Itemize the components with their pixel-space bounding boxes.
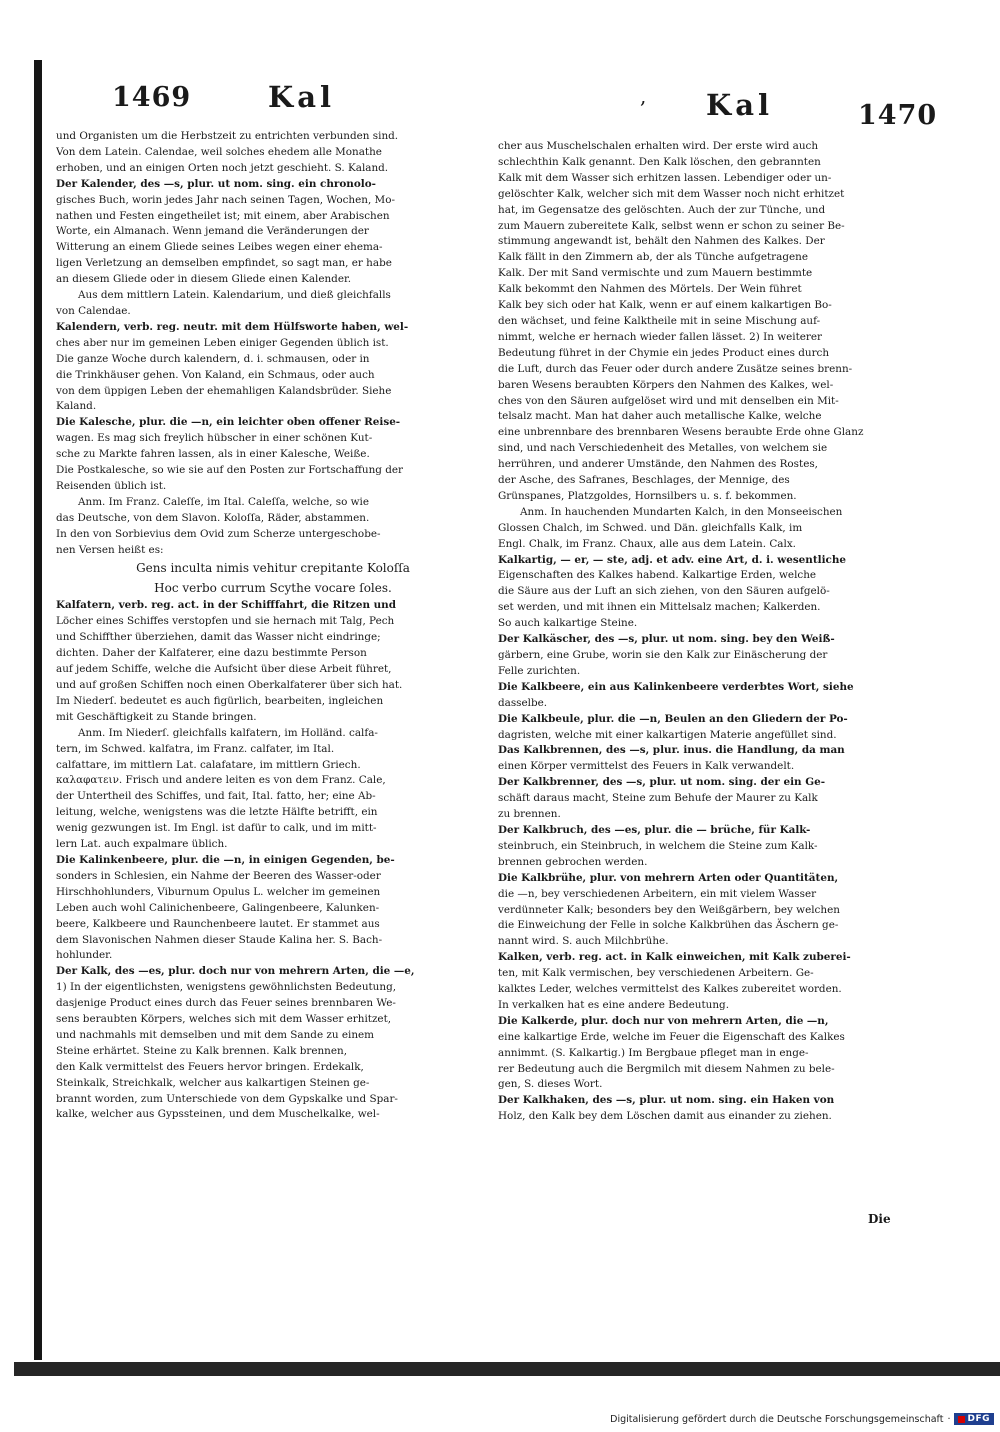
text-line: Im Niederſ. bedeutet es auch figürlich, bearbeiten, ingleichen [56,694,384,707]
text-line: ches von den Säuren aufgelöset wird und mit denselben ein Mit- [498,394,839,407]
text-line: Steine erhärtet. Steine zu Kalk brennen. Kalk brennen, [56,1044,348,1057]
text-line: einen Körper vermittelst des Feuers in Kalk verwandelt. [498,760,795,773]
text-line: Hirschhohlunders, Viburnum Opulus L. welcher im gemeinen [56,885,381,898]
text-line: set werden, und mit ihnen ein Mittelsalz machen; Kalkerden. [498,601,821,614]
verse-line: Hoc verbo currum Scythe vocare ſoles. [154,581,392,596]
text-line: gen, S. dieses Wort. [498,1078,603,1091]
text-line: Glossen Chalch, im Schwed. und Dän. gleichfalls Kalk, im [498,521,803,534]
text-line: annimmt. (S. Kalkartig.) Im Bergbaue pfleget man in enge- [498,1046,809,1059]
text-line: sind, und nach Verschiedenheit des Metalles, von welchem sie [498,442,828,455]
footer-credit: Digitalisierung gefördert durch die Deutsche Forschungsgemeinschaft · DFG [610,1410,994,1428]
text-line: erhoben, und an einigen Orten noch jetzt geschieht. S. Kaland. [56,161,389,174]
entry-headline: Der Kalkäscher, des —s, plur. ut nom. sing. bey den Weiß- [498,633,835,646]
text-line: eine kalkartige Erde, welche im Feuer die Eigenschaft des Kalkes [498,1030,845,1043]
text-line: wagen. Es mag sich freylich hübscher in einer schönen Kut- [56,432,373,445]
text-line: Kalk fällt in den Zimmern ab, der als Tünche aufgetragene [498,251,808,264]
entry-headline: Das Kalkbrennen, des —s, plur. inus. die Handlung, da man [498,744,845,757]
text-line: dichten. Daher der Kalfaterer, eine dazu bestimmte Person [56,647,367,660]
running-head-left: Kal [268,80,336,114]
text-line: Worte, ein Almanach. Wenn jemand die Veränderungen der [56,225,369,238]
text-line: zu brennen. [498,808,561,821]
text-line: schlechthin Kalk genannt. Den Kalk löschen, den gebrannten [498,155,821,168]
text-line: kalke, welcher aus Gypssteinen, und dem Muschelkalke, wel- [56,1108,380,1121]
page-binding-shadow [34,60,42,1360]
text-line: Leben auch wohl Calinichenbeere, Galingenbeere, Kalunken- [56,901,380,914]
text-line: καλαφατειν. Frisch und andere leiten es von dem Franz. Cale, [56,774,386,787]
text-line: der Untertheil des Schiffes, und fait, Ital. fatto, her; eine Ab- [56,790,376,803]
entry-headline: Die Kalkbrühe, plur. von mehrern Arten oder Quantitäten, [498,871,839,884]
text-line: dasjenige Product eines durch das Feuer seines brennbaren We- [56,997,396,1010]
entry-headline: Der Kalkbruch, des —es, plur. die — brüche, für Kalk- [498,823,811,836]
text-line: kalktes Leder, welches vermittelst des Kalkes zubereitet worden. [498,983,842,996]
text-line: baren Wesens beraubten Körpers den Nahmen des Kalkes, wel- [498,378,834,391]
text-line: das Deutsche, von dem Slavon. Koloſſa, Räder, abstammen. [56,511,370,524]
entry-headline: Die Kalesche, plur. die —n, ein leichter oben offener Reise- [56,416,401,429]
text-line: rer Bedeutung auch die Bergmilch mit diesem Nahmen zu bele- [498,1062,835,1075]
text-line: verdünneter Kalk; besonders bey den Weißgärbern, bey welchen [498,903,840,916]
entry-headline: Der Kalender, des —s, plur. ut nom. sing. ein chronolo- [56,177,376,190]
running-head-right: Kal [706,88,774,122]
text-line: In verkalken hat es eine andere Bedeutung. [498,998,730,1011]
text-line: und Organisten um die Herbstzeit zu entrichten verbunden sind. [56,130,399,142]
text-line: die Trinkhäuser gehen. Von Kaland, ein Schmaus, oder auch [56,368,375,381]
text-line: cher aus Muschelschalen erhalten wird. Der erste wird auch [498,140,819,152]
text-line: nathen und Festen eingetheilet ist; mit einem, aber Arabischen [56,209,390,222]
text-line: Kaland. [56,400,97,413]
text-column-right [498,139,910,1125]
text-line: von dem üppigen Leben der ehemahligen Kalandsbrüder. Siehe [56,384,392,397]
text-line: Kalk bey sich oder hat Kalk, wenn er auf einem kalkartigen Bo- [498,299,832,312]
text-line: Die ganze Woche durch kalendern, d. i. schmausen, oder in [56,352,370,365]
text-line: und Schiffther überziehen, damit das Wasser nicht eindringe; [56,631,381,644]
text-line: die Einweichung der Felle in solche Kalkbrühen das Äschern ge- [498,919,839,932]
text-line: Anm. In hauchenden Mundarten Kalch, in den Monseeischen [520,505,843,518]
dfg-logo [954,1413,994,1425]
text-line: Engl. Chalk, im Franz. Chaux, alle aus dem Latein. Calx. [498,537,796,550]
text-line: Reisenden üblich ist. [56,479,167,492]
text-line: lern Lat. auch expalmare üblich. [56,838,228,851]
entry-headline: Der Kalkhaken, des —s, plur. ut nom. sing. ein Haken von [498,1094,835,1107]
text-line: und auf großen Schiffen noch einen Oberkalfaterer über sich hat. [56,679,403,691]
entry-headline: Der Kalk, des —es, plur. doch nur von mehrern Arten, die —e, [56,965,415,978]
page-number-right: 1470 [858,100,938,131]
text-line: gelöschter Kalk, welcher sich mit dem Wasser noch nicht erhitzet [498,187,845,200]
text-line: Witterung an einem Gliede seines Leibes wegen einer ehema- [56,241,383,254]
text-line: Holz, den Kalk bey dem Löschen damit aus einander zu ziehen. [498,1110,832,1123]
text-line: ligen Verletzung an demselben empfindet, so sagt man, er habe [56,257,392,270]
text-line: dasselbe. [498,696,548,709]
text-line: herrühren, und anderer Umstände, den Nahmen des Rostes, [498,458,818,471]
text-line: auf jedem Schiffe, welche die Aufsicht über diese Arbeit führet, [56,663,392,676]
text-line: sche zu Markte fahren lassen, als in einer Kalesche, Weiße. [56,448,370,461]
text-line: nannt wird. S. auch Milchbrühe. [498,935,669,948]
text-line: und nachmahls mit demselben und mit dem Sande zu einem [56,1028,375,1041]
text-line: telsalz macht. Man hat daher auch metallische Kalke, welche [498,410,822,423]
text-line: leitung, welche, wenigstens was die letzte Hälfte betrifft, ein [56,806,378,819]
entry-headline: Kalkartig, — er, — ste, adj. et adv. eine Art, d. i. wesentliche [498,553,847,566]
text-line: brennen gebrochen werden. [498,855,648,868]
text-line: Von dem Latein. Calendae, weil solches ehedem alle Monathe [56,145,382,158]
text-line: ches aber nur im gemeinen Leben einiger Gegenden üblich ist. [56,336,389,349]
text-line: Löcher eines Schiffes verstopfen und sie hernach mit Talg, Pech [56,615,395,628]
text-line: Aus dem mittlern Latein. Kalendarium, und dieß gleichfalls [78,289,391,302]
text-line: Die Postkalesche, so wie sie auf den Posten zur Fortschaffung der [56,464,403,477]
text-line: sonders in Schlesien, ein Nahme der Beeren des Wasser-oder [56,869,381,882]
entry-headline: Die Kalinkenbeere, plur. die —n, in einigen Gegenden, be- [56,853,395,866]
dfg-logo-mark-icon [958,1416,965,1423]
entry-headline: Kalfatern, verb. reg. act. in der Schifffahrt, die Ritzen und [56,599,396,612]
header-mark: , [640,84,648,108]
text-line: Bedeutung führet in der Chymie ein jedes Product eines durch [498,346,830,359]
text-line: gisches Buch, worin jedes Jahr nach seinen Tagen, Wochen, Mo- [56,193,395,206]
text-line: calfattare, im mittlern Lat. calafatare, im mittlern Griech. [56,758,361,771]
text-line: die —n, bey verschiedenen Arbeitern, ein mit vielem Wasser [498,887,817,900]
text-line: Kalk mit dem Wasser sich erhitzen lassen. Lebendiger oder un- [498,171,832,184]
scan-bottom-edge [14,1362,1000,1376]
text-line: Anm. Im Niederſ. gleichfalls kalfatern, im Holländ. calfa- [78,726,378,739]
text-line: mit Geschäftigkeit zu Stande bringen. [56,710,257,723]
text-line: Grünspanes, Platzgoldes, Hornsilbers u. s. f. bekommen. [498,489,797,502]
footer-credit-text: Digitalisierung gefördert durch die Deutsche Forschungsgemeinschaft [610,1413,944,1425]
text-line: den Kalk vermittelst des Feuers hervor bringen. Erdekalk, [56,1060,364,1073]
text-line: eine unbrennbare des brennbaren Wesens beraubte Erde ohne Glanz [498,426,864,439]
text-line: beere, Kalkbeere und Raunchenbeere lautet. Er stammet aus [56,917,380,930]
text-line: den wächset, und feine Kalktheile mit in seine Mischung auf- [498,314,821,327]
text-line: tern, im Schwed. kalfatra, im Franz. calfater, im Ital. [56,742,335,755]
text-line: die Luft, durch das Feuer oder durch andere Zusätze seines brenn- [498,362,853,375]
text-line: Anm. Im Franz. Caleſſe, im Ital. Caleſſa, welche, so wie [78,495,370,508]
verse-line: Gens inculta nimis vehitur crepitante Koloſſa [136,561,410,576]
text-line: 1) In der eigentlichsten, wenigstens gewöhnlichsten Bedeutung, [56,981,397,994]
text-line: Kalk bekommt den Nahmen des Mörtels. Der Wein führet [498,283,802,296]
text-line: stimmung angewandt ist, behält den Nahmen des Kalkes. Der [498,235,825,248]
page-number-left: 1469 [112,82,192,113]
text-line: die Säure aus der Luft an sich ziehen, von den Säuren aufgelö- [498,585,830,598]
text-line: Steinkalk, Streichkalk, welcher aus kalkartigen Steinen ge- [56,1076,370,1089]
entry-headline: Der Kalkbrenner, des —s, plur. ut nom. sing. der ein Ge- [498,776,826,789]
text-line: zum Mauern zubereitete Kalk, selbst wenn er schon zu seiner Be- [498,219,845,232]
text-line: gärbern, eine Grube, worin sie den Kalk zur Einäscherung der [498,649,828,661]
text-line: von Calendae. [56,304,131,317]
text-line: nimmt, welche er hernach wieder fallen lässet. 2) In weiterer [498,330,822,343]
text-line: dem Slavonischen Nahmen dieser Staude Kalina her. S. Bach- [56,933,383,946]
text-line: So auch kalkartige Steine. [498,617,638,630]
text-line: hohlunder. [56,949,113,962]
entry-headline: Kalendern, verb. reg. neutr. mit dem Hülfsworte haben, wel- [56,320,409,333]
dfg-logo-text: DFG [967,1414,990,1424]
entry-headline: Die Kalkerde, plur. doch nur von mehrern Arten, die —n, [498,1014,829,1027]
text-line: In den von Sorbievius dem Ovid zum Scherze untergeschobe- [56,527,381,540]
text-line: sens beraubten Körpers, welches sich mit dem Wasser erhitzet, [56,1013,392,1026]
text-line: Eigenschaften des Kalkes habend. Kalkartige Erden, welche [498,569,817,582]
text-line: an diesem Gliede oder in diesem Gliede einen Kalender. [56,273,352,286]
catchword: Die [868,1212,891,1226]
entry-headline: Kalken, verb. reg. act. in Kalk einweichen, mit Kalk zuberei- [498,951,851,964]
text-line: steinbruch, ein Steinbruch, in welchem die Steine zum Kalk- [498,839,818,852]
entry-headline: Die Kalkbeule, plur. die —n, Beulen an den Gliedern der Po- [498,712,848,725]
text-line: wenig gezwungen ist. Im Engl. ist dafür to calk, und im mitt- [56,822,377,835]
text-line: nen Versen heißt es: [56,543,164,556]
text-column-left [56,129,490,1123]
text-line: hat, im Gegensatze des gelöschten. Auch der zur Tünche, und [498,203,826,216]
text-line: der Asche, des Safranes, Beschlages, der Mennige, des [498,474,790,487]
text-line: Felle zurichten. [498,664,581,677]
text-line: brannt worden, zum Unterschiede von dem Gypskalke und Spar- [56,1092,398,1105]
text-line: schäft daraus macht, Steine zum Behufe der Maurer zu Kalk [498,792,818,805]
text-line: dagristen, welche mit einer kalkartigen Materie angefüllet sind. [498,728,837,741]
text-line: ten, mit Kalk vermischen, bey verschiedenen Arbeitern. Ge- [498,967,814,980]
text-line: Kalk. Der mit Sand vermischte und zum Mauern bestimmte [498,267,813,280]
entry-headline: Die Kalkbeere, ein aus Kalinkenbeere verderbtes Wort, siehe [498,680,854,693]
